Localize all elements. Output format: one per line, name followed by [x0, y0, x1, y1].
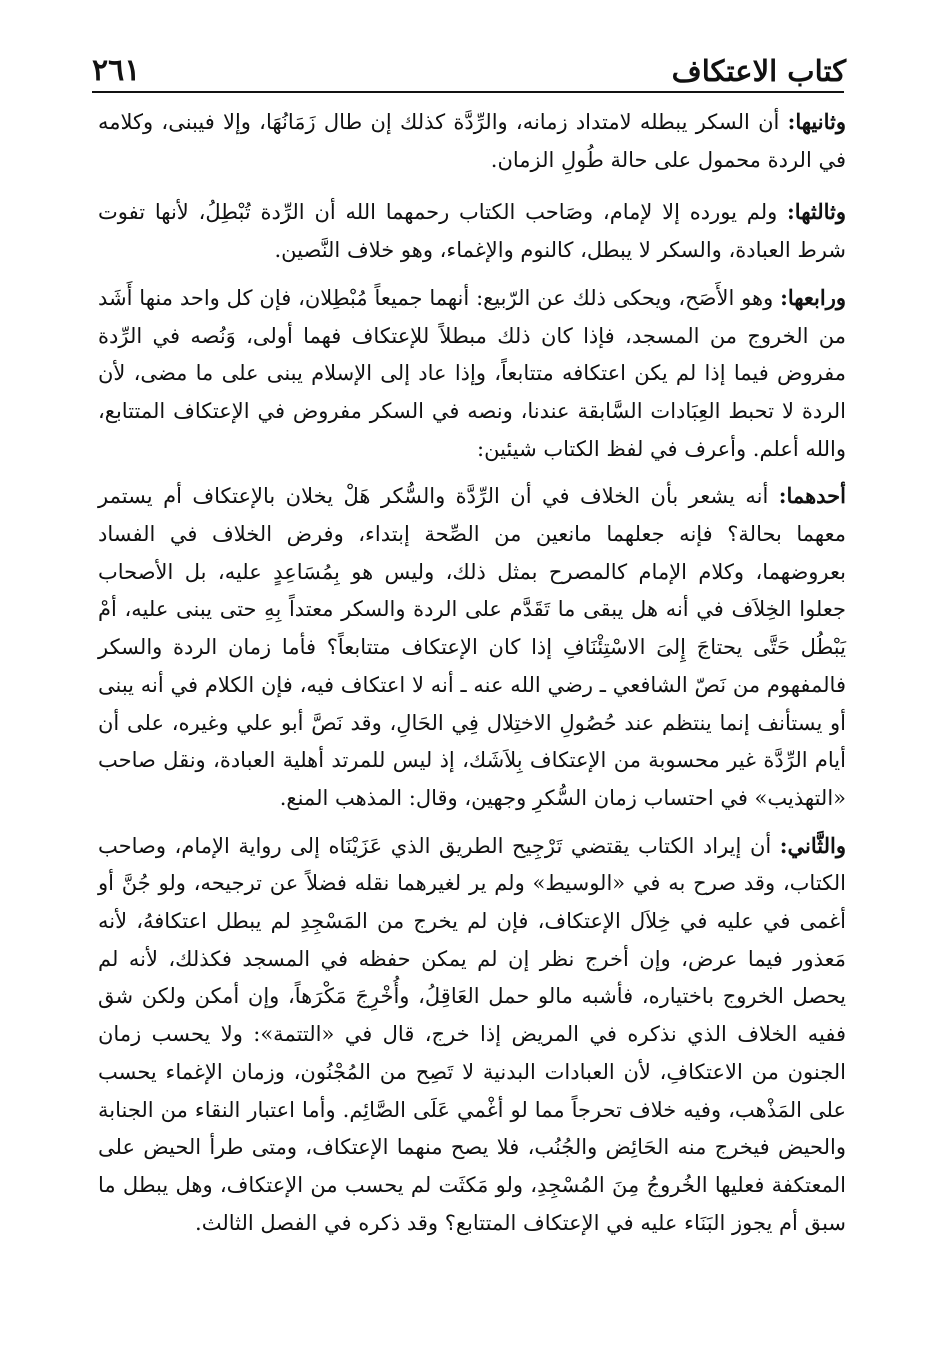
- paragraph-second-note: [98, 827, 846, 1243]
- paragraph-body: أن إيراد الكتاب يقتضي تَرْجِيح الطريق الذي عَزَيْنَاه إلى رواية الإمام، وصاحب الكتاب، وقد صرح به في «الوسيط» ولم ير لغيرهما نقله فضلاً عن ترجيحه، ولو جُنَّ أو أغمى في عليه في خِلاَل الإعتكاف، فإن لم يخرج من المَسْجِدِ لم يبطل اعتكافهُ، لأنه مَعذور فيما عرض، وإن أخرج نظر إن لم يمكن حفظه في المسجد فكذلك، لأنه لم يحصل الخروج باختياره، فأشبه مالو حمل العَاقِلُ، وأُخْرِجَ مَكْرَهاً، وإن أمكن ولكن شق ففيه الخلاف الذي نذكره في المريض إذا خرج، قال في «التتمة»: ولا يحسب زمان الجنون من الاعتكافِ، لأن العبادات البدنية لا تَصِح من المُجْنُون، وزمان الإغماء يحسب على المَذْهب، وفيه خلاف تحرجاً مما لو أغْمي عَلَى الصَّائِم. وأما اعتبار النقاء من الجنابة والحيض فيخرج منه الحَائِض والجُنُب، فلا يصح منهما الإعتكاف، ومتى طرأ الحيض على المعتكفة فعليها الخُروجُ مِنَ المُسْجِدِ، ولو مَكثَت لم يحسب من الإعتكاف، وهل يبطل ما سبق أم يجوز البَنَاء عليه في الإعتكاف المتتابع؟ وقد ذكره في الفصل الثالث.: [98, 833, 846, 1235]
- paragraph-first-note: [98, 477, 846, 817]
- paragraph-body: أن السكر يبطله لامتداد زمانه، والرِّدَّة كذلك إن طال زَمَانُهَا، وإلا فيبنى، وكلامه في الردة محمول على حالة طُولِ الزمان.: [98, 110, 846, 172]
- header-divider: [92, 91, 844, 93]
- body-text: [98, 103, 846, 1251]
- paragraph-lead: ورابعها:: [780, 284, 846, 310]
- paragraph-second-view: [98, 103, 846, 179]
- paragraph-lead: وثالثها:: [787, 199, 846, 225]
- page-header: [92, 30, 846, 86]
- paragraph-lead: وثانيها:: [787, 109, 846, 134]
- running-title: كتاب الاعتكاف: [671, 54, 846, 88]
- paragraph-lead: والثَّاني:: [779, 832, 846, 858]
- paragraph-body: وهو الأَصَح، ويحكى ذلك عن الرّبيع: أنهما جميعاً مُبْطِلان، فإن كل واحد منها أَشَد من الخروج من المسجد، فإذا كان ذلك مبطلاً للإعتكاف فهما أولى، وَنُصه في الرِّدة مفروض فيما إذا لم يكن اعتكافه متتابعاً، وإذا عاد إلى الإسلام يبنى على ما مضى، لأن الردة لا تحبط العِبَادات السَّابقة عندنا، ونصه في السكر مفروض في الإعتكاف المتتابع، والله أعلم. وأعرف في لفظ الكتاب شيئين:: [98, 285, 846, 461]
- paragraph-body: ولم يورده إلا لإمام، وصَاحب الكتاب رحمهما الله أن الرِّدة تُبْطِلُ، لأنها تفوت شرط العبادة، والسكر لا يبطل، كالنوم والإغماء، وهو خلاف النَّصين.: [98, 200, 846, 263]
- page-number: ٢٦١: [92, 53, 141, 88]
- paragraph-body: أنه يشعر بأن الخلاف في أن الرِّدَّة والسُّكر هَلْ يخلان بالإعتكاف أم يستمر معهما بحالة؟ فإنه جعلهما مانعين من الصِّحة إبتداء، وفرض الخلاف في الفساد بعروضهما، وكلام الإمام كالمصرح بمثل ذلك، وليس هو بِمُسَاعِدٍ عليه، بل الأصحاب جعلوا الخِلاَف في أنه هل يبقى ما تَقَدَّم على الردة والسكر معتداً بِهِ حتى يبنى عليه، أمْ يَبْطُل حَتَّى يحتاجَ إِلىَ الاسْتِئْنَافِ إذا كان الإعتكاف متتابعاً؟ فأما زمان الردة والسكر فالمفهوم من نَصّ الشافعي ـ رضي الله عنه ـ أنه لا اعتكاف فيه، فإن الكلام في أنه يبنى أو يستأنف إنما ينتظم عند حُصُولِ الاختِلال فِي الحَالِ، وقد نَصَّ أبو علي وغيره، على أن أيام الرِّدَّة غير محسوبة من الإعتكاف بِلاَشَك، إذ ليس للمرتد أهلية العبادة، ونقل صاحب «التهذيب» في احتساب زمان السُّكرِ وجهين، وقال: المذهب المنع.: [98, 484, 846, 810]
- paragraph-lead: أحدهما:: [778, 483, 846, 509]
- paragraph-third-view: [98, 193, 846, 269]
- paragraph-fourth-view: [98, 279, 846, 469]
